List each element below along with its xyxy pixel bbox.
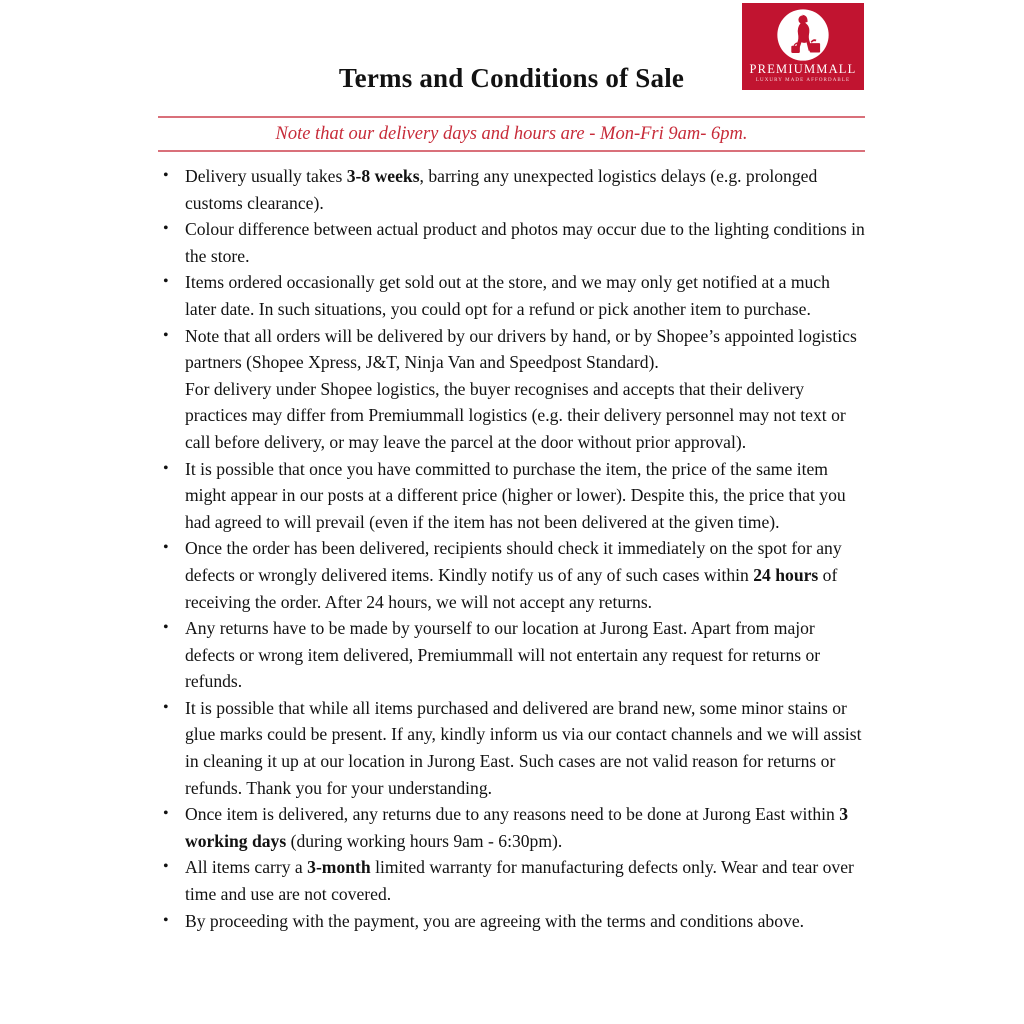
terms-item-bold-text: 3-8 weeks [346, 166, 420, 186]
terms-item [158, 854, 865, 907]
page-title: Terms and Conditions of Sale [338, 63, 685, 93]
terms-item [158, 456, 865, 536]
terms-item-text: Any returns have to be made by yourself to our location at Jurong East. Apart from major defects or wrong item delivered, Premiummall will not entertain any request for returns or refunds. [185, 618, 821, 692]
terms-item [158, 695, 865, 801]
terms-item [158, 163, 865, 216]
terms-item-bold-text: 3-month [307, 857, 371, 878]
terms-item-text: Note that all orders will be delivered by our drivers by hand, or by Shopee’s appointed logistics partners (Shopee Xpress, J&T, Ninja Van and Speedpost Standard). [185, 325, 857, 373]
terms-item [158, 535, 865, 615]
terms-item [158, 216, 865, 269]
terms-item-text: It is possible that once you have committed to purchase the item, the price of the same item might appear in our posts at a different price (higher or lower). Despite this, the price that you had agreed to will prevail (even if the item has not been delivered at the given time). [185, 458, 846, 532]
terms-item [158, 615, 865, 695]
terms-item-text: Once item is delivered, any returns due to any reasons need to be done at Jurong East within [185, 804, 840, 825]
logo-tagline: LUXURY MADE AFFORDABLE [755, 78, 851, 83]
logo-brand-name: PREMIUMMALL [749, 62, 857, 76]
terms-item-text: limited warranty for manufacturing defects only. Wear and tear over time and use are not covered. [185, 857, 854, 905]
delivery-hours-note: Note that our delivery days and hours are - Mon-Fri 9am- 6pm. [275, 124, 748, 144]
terms-item-text: Delivery usually takes [185, 166, 347, 186]
terms-item [158, 323, 865, 456]
terms-item-text: Items ordered occasionally get sold out at the store, and we may only get notified at a much later date. In such situations, you could opt for a refund or pick another item to purchase. [185, 272, 830, 319]
terms-item-text: Colour difference between actual product and photos may occur due to the lighting conditions in the store. [185, 219, 865, 266]
terms-item [158, 801, 865, 854]
terms-item-text: Once the order has been delivered, recipients should check it immediately on the spot for any defects or wrongly delivered items. Kindly notify us of any of such cases within [185, 538, 842, 585]
terms-item-text: It is possible that while all items purchased and delivered are brand new, some minor stains or glue marks could be present. If any, kindly inform us via our contact channels and we will assist in cleaning it up at our location in Jurong East. Such cases are not valid reason for returns or refunds. Thank you for your understanding. [185, 697, 862, 798]
terms-item-text: All items carry a [185, 857, 308, 878]
terms-item-text: By proceeding with the payment, you are agreeing with the terms and conditions above. [185, 910, 805, 931]
document-content [158, 0, 865, 934]
terms-item-text: For delivery under Shopee logistics, the buyer recognises and accepts that their delivery practices may differ from Premiummall logistics (e.g. their delivery personnel may not text or call before delivery, or may leave the parcel at the door without prior approval). [185, 378, 846, 452]
terms-item-text: (during working hours 9am - 6:30pm). [286, 830, 563, 851]
terms-item-bold-text: 24 hours [753, 564, 819, 585]
divider-line-bottom [158, 150, 865, 152]
terms-item-text: of receiving the order. After 24 hours, we will not accept any returns. [185, 564, 838, 612]
terms-item [158, 269, 865, 322]
terms-list [158, 163, 865, 934]
terms-item-text: , barring any unexpected logistics delays (e.g. prolonged customs clearance). [185, 166, 818, 213]
terms-item [158, 908, 865, 935]
terms-item-bold-text: 3 working days [185, 804, 849, 851]
